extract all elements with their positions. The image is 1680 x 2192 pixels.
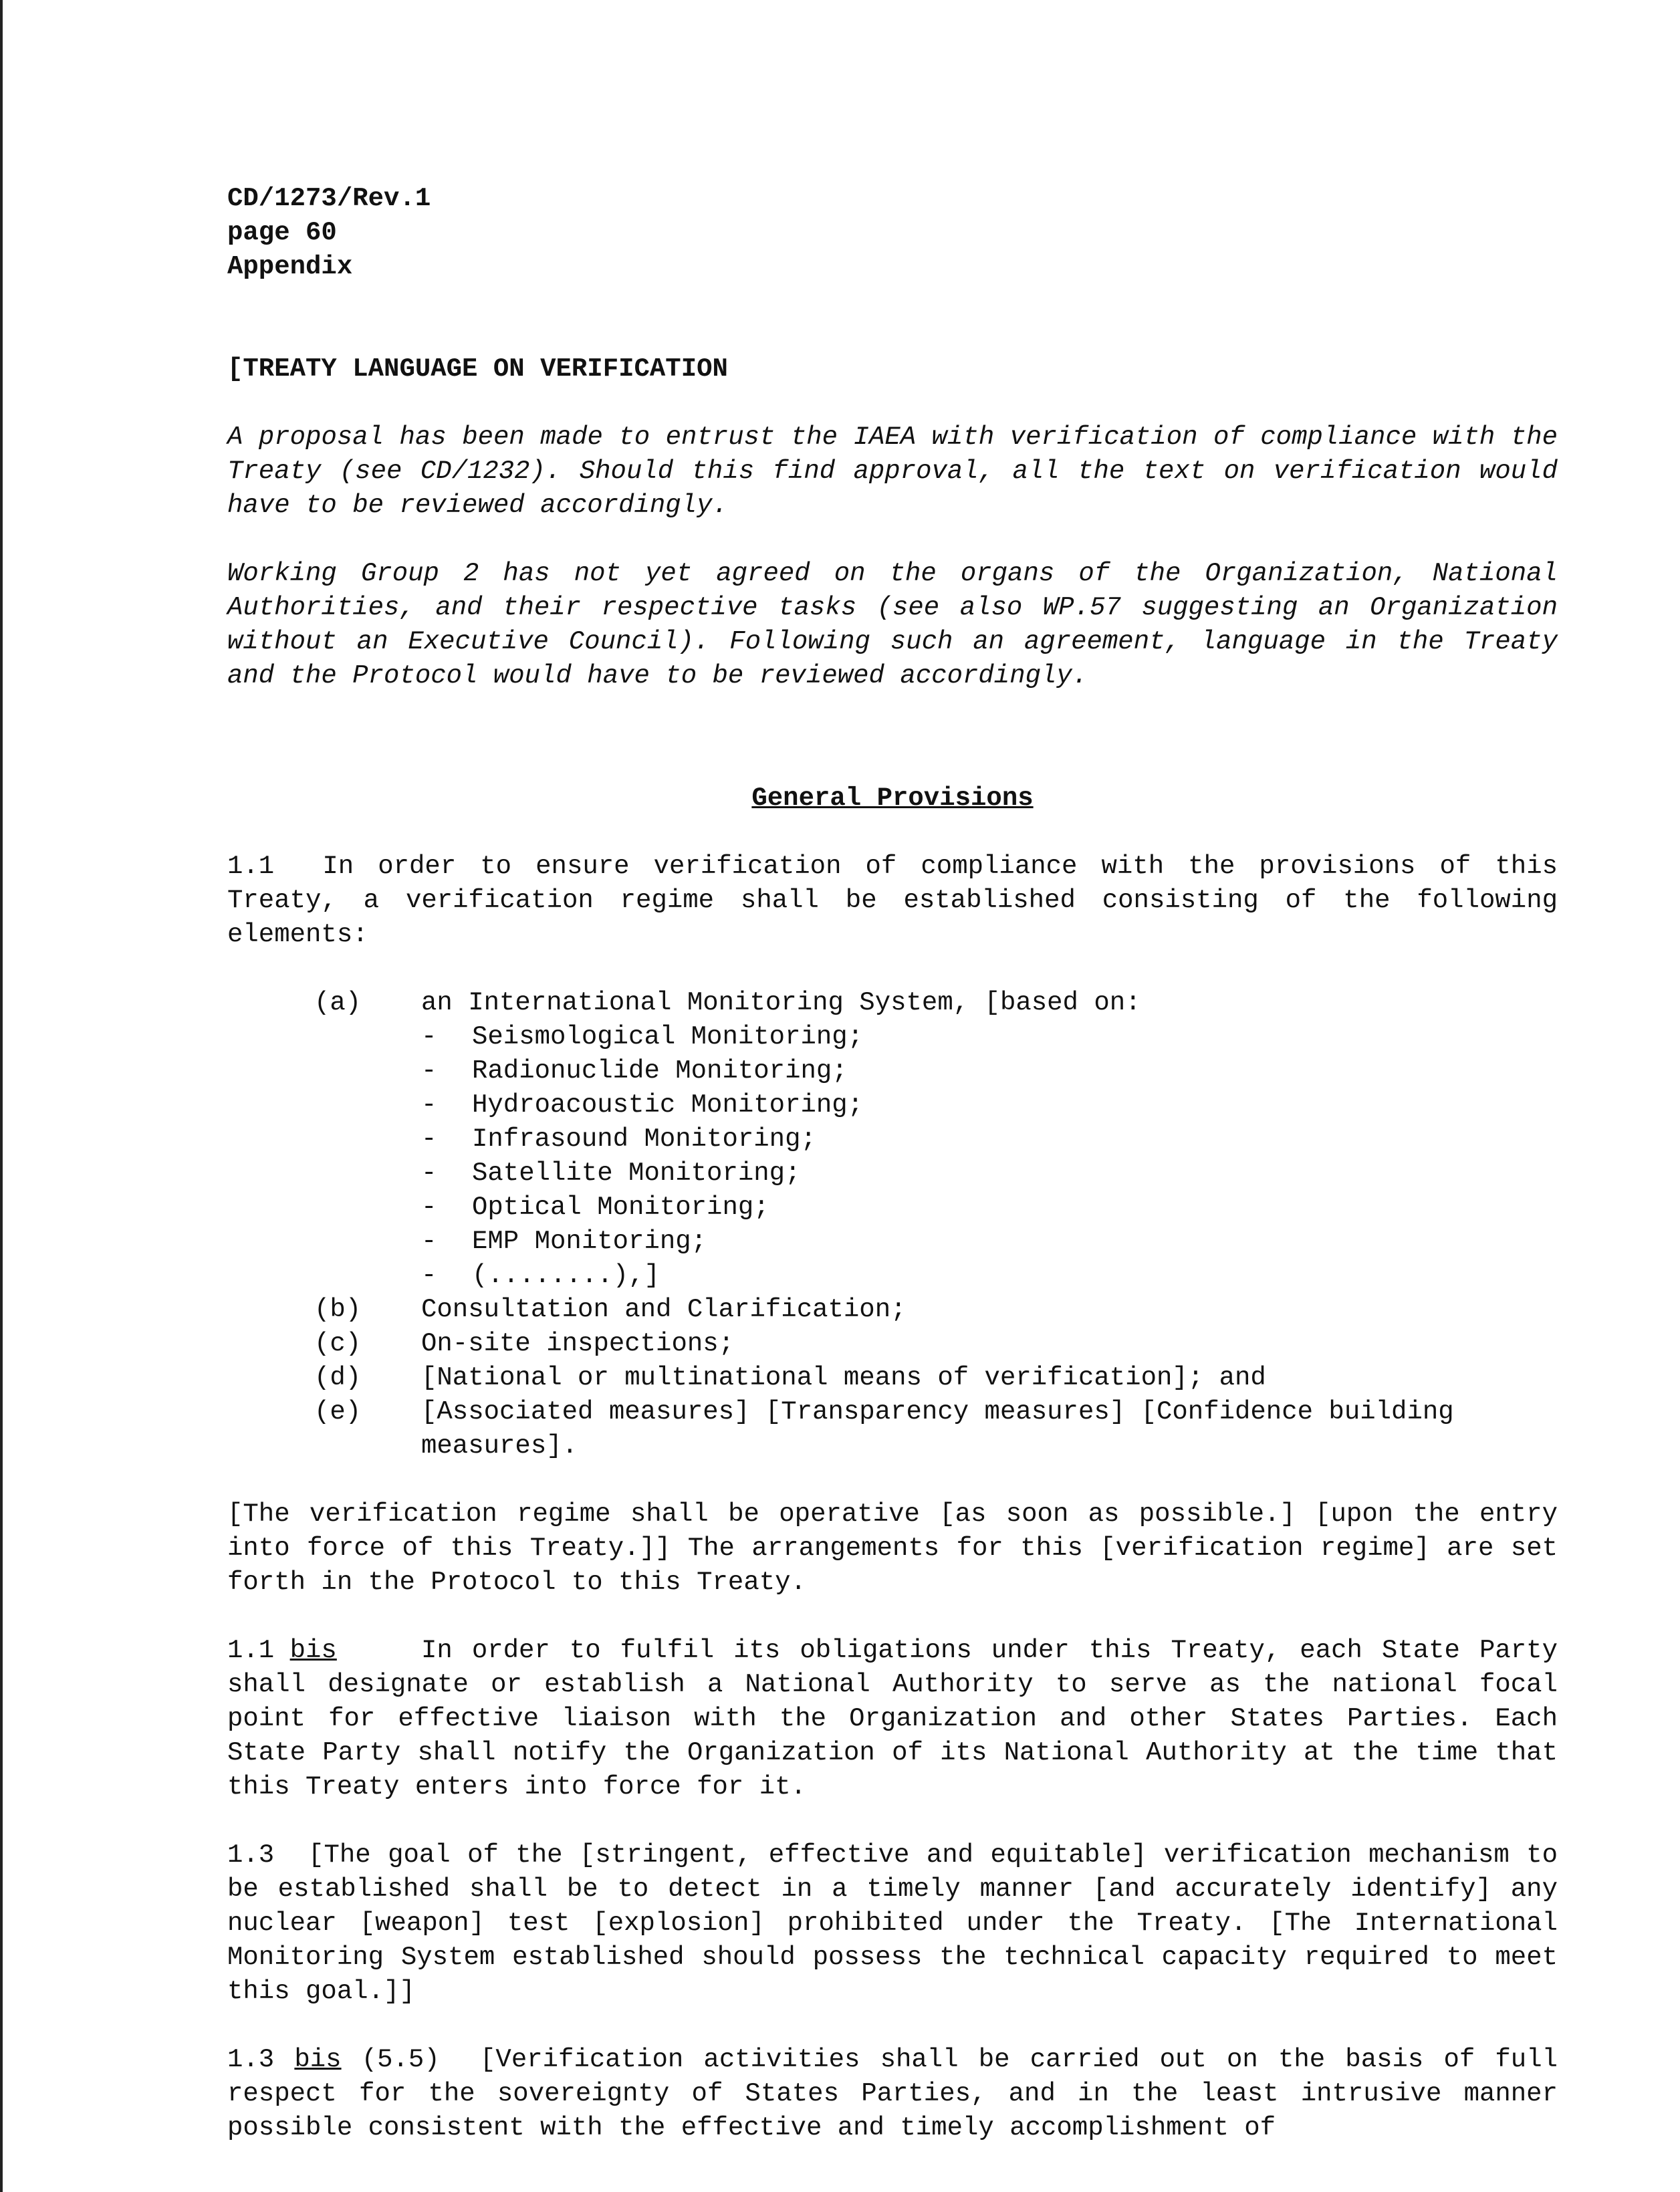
document-header	[227, 182, 1558, 284]
list-item: (e) [Associated measures] [Transparency measures] [Confidence building measures].	[314, 1397, 1454, 1461]
paragraph-1-3-bis: 1.3 bis (5.5) [Verification activities shall be carried out on the basis of full respect for the sovereignty of States Parties, and in the least intrusive manner possible consistent with the effective and timely accomplishment of	[227, 2045, 1558, 2143]
monitoring-item: - Optical Monitoring;	[421, 1193, 769, 1222]
paragraph-number: 1.1	[227, 852, 275, 881]
note-working-group: Working Group 2 has not yet agreed on the organs of the Organization, National Authorities, and their respective tasks (see also WP.57 suggesting an Organization without an Executive Council). Following such an agreement, language in the Treaty and the Protocol would have to be reviewed accordingly.	[227, 559, 1558, 691]
monitoring-item: - Satellite Monitoring;	[421, 1159, 801, 1188]
list-item	[227, 986, 1558, 1020]
section-title: General Provisions	[751, 783, 1034, 813]
operative-paragraph: [The verification regime shall be operative [as soon as possible.] [upon the entry into force of this Treaty.]] The arrangements for this [verification regime] are set forth in the Protocol to this Treaty.	[227, 1499, 1558, 1597]
section-label: Appendix	[227, 252, 353, 281]
monitoring-item: - Hydroacoustic Monitoring;	[421, 1090, 864, 1120]
scan-left-edge	[0, 0, 3, 2192]
paragraph-text: In order to ensure verification of compliance with the provisions of this Treaty, a verification regime shall be established consisting of the following elements:	[227, 852, 1558, 949]
item-label: (a)	[314, 988, 362, 1017]
paragraph-1-1	[227, 850, 1558, 952]
elements-list	[227, 986, 1558, 1463]
list-item: (b) Consultation and Clarification;	[314, 1295, 907, 1324]
bis-label: bis	[289, 1636, 337, 1665]
list-item: (c) On-site inspections;	[314, 1329, 735, 1358]
monitoring-item: - Seismological Monitoring;	[421, 1022, 864, 1052]
monitoring-item: - EMP Monitoring;	[421, 1227, 707, 1256]
monitoring-item: - Infrasound Monitoring;	[421, 1124, 816, 1154]
paragraph-1-1-bis: 1.1 bis In order to fulfil its obligations under this Treaty, each State Party shall designate or establish a National Authority to serve as the national focal point for effective liaison with the Organization and other States Parties. Each State Party shall notify the Organization of its National Authority at the time that this Treaty enters into force for it.	[227, 1636, 1558, 1802]
item-text: an International Monitoring System, [based on:	[421, 988, 1141, 1017]
list-item: (d) [National or multinational means of verification]; and	[314, 1363, 1266, 1392]
paragraph-1-3: 1.3 [The goal of the [stringent, effective and equitable] verification mechanism to be established shall be to detect in a timely manner [and accurately identify] any nuclear [weapon] test [explosion] prohibited under the Treaty. [The International Monitoring System established should possess the technical capacity required to meet this goal.]]	[227, 1840, 1558, 2006]
note-iaea: A proposal has been made to entrust the IAEA with verification of compliance with the Treaty (see CD/1232). Should this find approval, all the text on verification would have to be reviewed accordingly.	[227, 422, 1558, 520]
page-number: page 60	[227, 218, 337, 247]
monitoring-item: - Radionuclide Monitoring;	[421, 1056, 848, 1086]
bracket-heading: [TREATY LANGUAGE ON VERIFICATION	[227, 354, 728, 384]
document-page	[227, 182, 1558, 2145]
document-id: CD/1273/Rev.1	[227, 184, 431, 213]
bis-label: bis	[294, 2045, 342, 2074]
monitoring-item: - (........),]	[421, 1261, 660, 1290]
